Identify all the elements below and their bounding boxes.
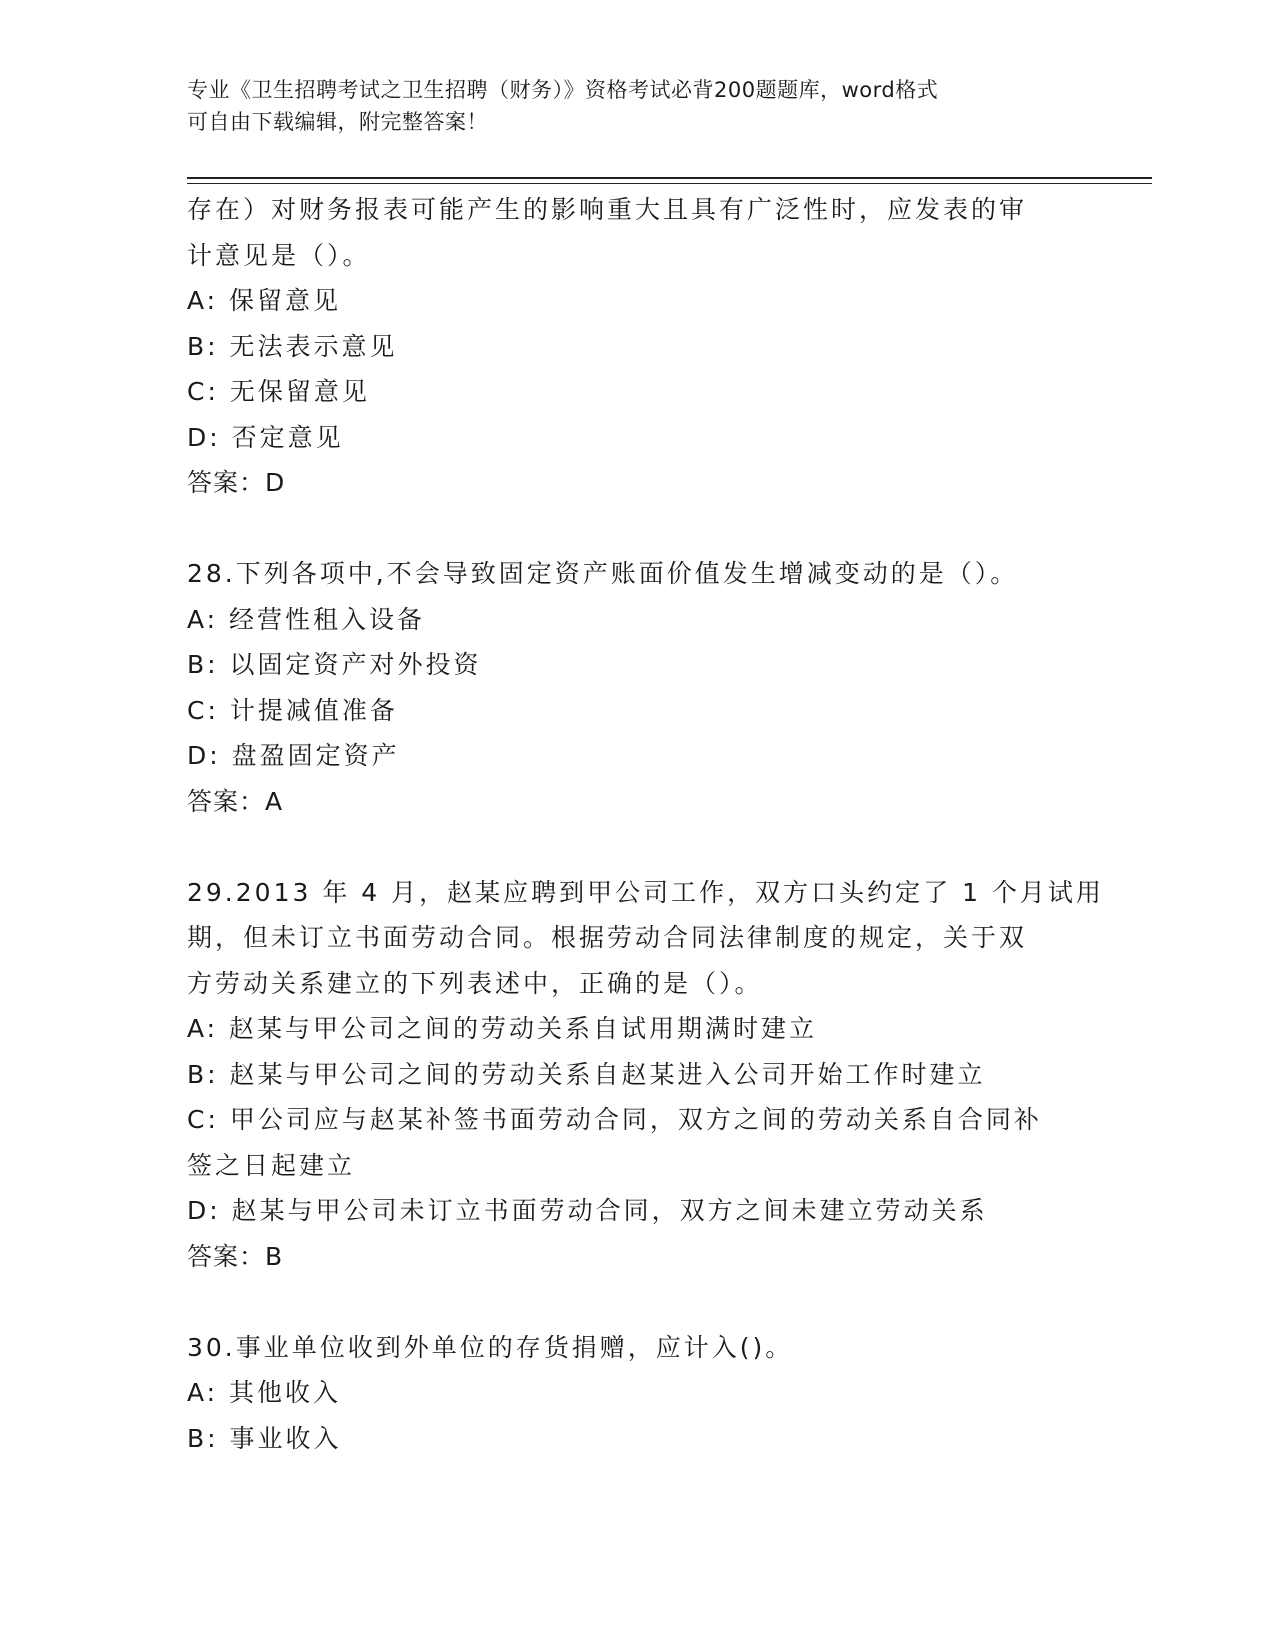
option-c: C: 甲公司应与赵某补签书面劳动合同，双方之间的劳动关系自合同补 — [187, 1105, 1042, 1134]
spacer — [187, 506, 1087, 552]
option-b: B: 无法表示意见 — [187, 331, 398, 361]
question-30 — [187, 1325, 1087, 1462]
question-text-line: 存在）对财务报表可能产生的影响重大且具有广泛性时，应发表的审 — [187, 195, 1028, 224]
question-text-line: 期，但未订立书面劳动合同。根据劳动合同法律制度的规定，关于双 — [187, 923, 1028, 952]
question-29 — [187, 870, 1104, 1280]
option-b: B: 赵某与甲公司之间的劳动关系自赵某进入公司开始工作时建立 — [187, 1059, 986, 1089]
option-d: D: 否定意见 — [187, 422, 344, 452]
option-d: D: 盘盈固定资产 — [187, 741, 400, 770]
question-list — [187, 187, 1104, 1461]
spacer — [187, 824, 1087, 870]
header-rule-thin — [187, 183, 1152, 184]
option-a: A: 赵某与甲公司之间的劳动关系自试用期满时建立 — [187, 1014, 818, 1043]
header-rule-thick — [187, 177, 1152, 179]
option-a: A: 经营性租入设备 — [187, 604, 426, 634]
option-c: C: 无保留意见 — [187, 377, 370, 406]
question-text-line: 29.2013 年 4 月，赵某应聘到甲公司工作，双方口头约定了 1 个月试用 — [187, 877, 1104, 907]
answer-line: 答案：D — [187, 468, 286, 497]
option-d: D: 赵某与甲公司未订立书面劳动合同，双方之间未建立劳动关系 — [187, 1196, 988, 1225]
option-c-continued: 签之日起建立 — [187, 1150, 356, 1180]
spacer — [187, 1279, 1087, 1325]
question-27-continuation — [187, 187, 1087, 506]
question-28 — [187, 551, 1087, 824]
page-header — [187, 74, 1087, 138]
option-b: B: 以固定资产对外投资 — [187, 650, 482, 679]
option-c: C: 计提减值准备 — [187, 695, 398, 725]
question-text-line: 方劳动关系建立的下列表述中，正确的是（）。 — [187, 968, 763, 998]
header-line-1: 专业《卫生招聘考试之卫生招聘（财务）》资格考试必背200题题库，word格式 — [187, 78, 939, 102]
option-a: A: 保留意见 — [187, 286, 342, 315]
header-line-2: 可自由下载编辑，附完整答案！ — [187, 110, 488, 134]
question-text-line: 28.下列各项中,不会导致固定资产账面价值发生增减变动的是（）。 — [187, 559, 1019, 588]
question-text-line: 30.事业单位收到外单位的存货捐赠，应计入()。 — [187, 1332, 794, 1362]
option-b: B: 事业收入 — [187, 1423, 342, 1453]
answer-line: 答案：A — [187, 786, 284, 816]
answer-line: 答案：B — [187, 1241, 284, 1271]
option-a: A: 其他收入 — [187, 1378, 342, 1407]
question-text-line: 计意见是（）。 — [187, 240, 371, 270]
